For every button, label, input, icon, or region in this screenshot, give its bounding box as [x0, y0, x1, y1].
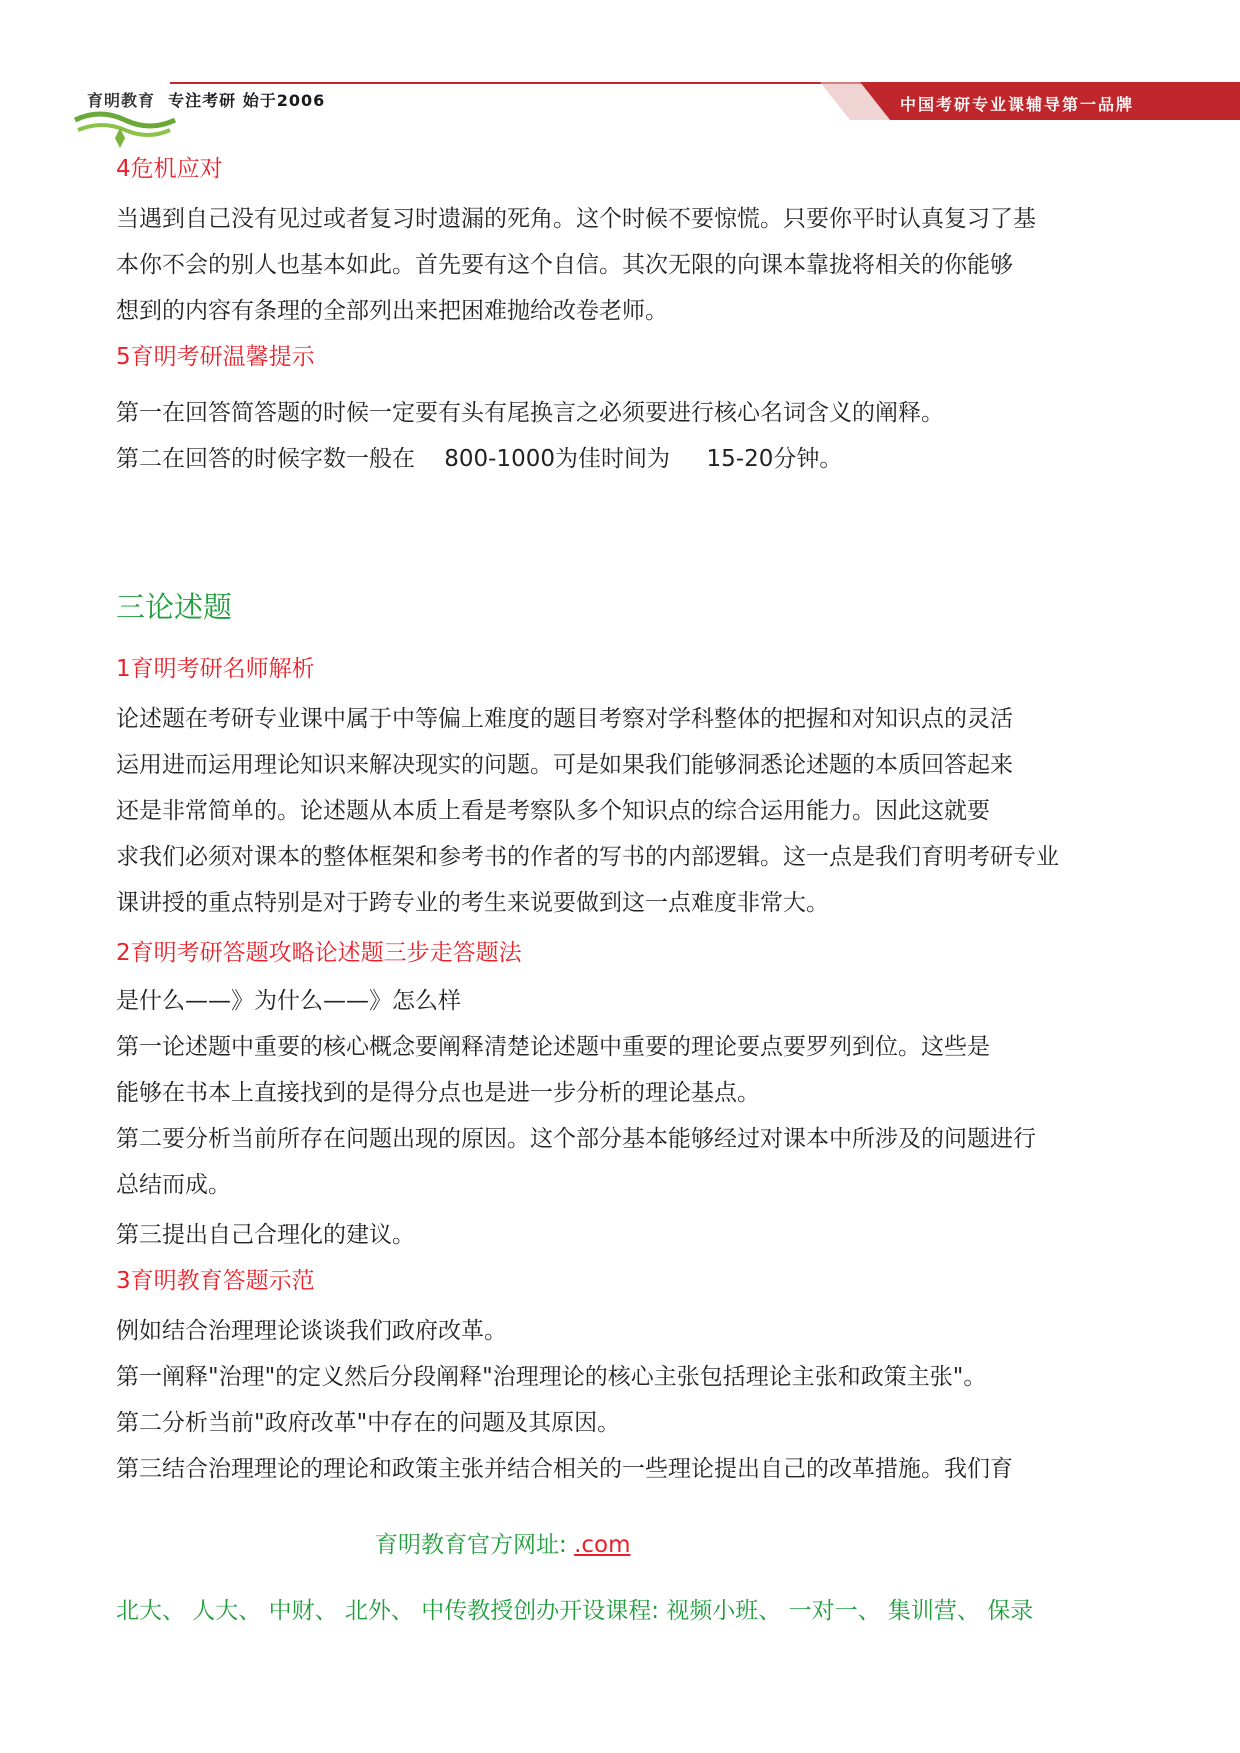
paragraph-line: 第三结合治理理论的理论和政策主张并结合相关的一些理论提出自己的改革措施。我们育: [116, 1456, 1013, 1482]
subheading: 2育明考研答题攻略论述题三步走答题法: [116, 940, 522, 966]
paragraph-line: 论述题在考研专业课中属于中等偏上难度的题目考察对学科整体的把握和对知识点的灵活: [116, 706, 1013, 732]
paragraph-line: 还是非常简单的。论述题从本质上看是考察队多个知识点的综合运用能力。因此这就要: [116, 798, 990, 824]
paragraph-line: 求我们必须对课本的整体框架和参考书的作者的写书的内部逻辑。这一点是我们育明考研专业: [116, 844, 1059, 870]
header-slogan-left: [87, 88, 325, 111]
logo-text: 育明教育: [87, 91, 156, 110]
paragraph-line: 第二分析当前"政府改革"中存在的问题及其原因。: [116, 1410, 621, 1436]
paragraph-line: 本你不会的别人也基本如此。首先要有这个自信。其次无限的向课本靠拢将相关的你能够: [116, 252, 1013, 278]
paragraph-line: 课讲授的重点特别是对于跨专业的考生来说要做到这一点难度非常大。: [116, 890, 829, 916]
paragraph-line: 总结而成。: [116, 1172, 231, 1198]
paragraph-line: 当遇到自己没有见过或者复习时遗漏的死角。这个时候不要惊慌。只要你平时认真复习了基: [116, 206, 1036, 232]
subheading: 4危机应对: [116, 156, 223, 182]
page-header: [70, 80, 1170, 150]
subheading: 5育明考研温馨提示: [116, 344, 315, 370]
header-slogan-right: 中国考研专业课辅导第一品牌: [900, 95, 1135, 114]
paragraph-line: 第三提出自己合理化的建议。: [116, 1222, 415, 1248]
footer-courses: 北大、 人大、 中财、 北外、 中传教授创办开设课程: 视频小班、 一对一、 集训营、 保录: [116, 1598, 1034, 1624]
paragraph-line: 第二在回答的时候字数一般在 800-1000为佳时间为 15-20分钟。: [116, 446, 843, 472]
paragraph-line: 能够在书本上直接找到的是得分点也是进一步分析的理论基点。: [116, 1080, 760, 1106]
paragraph-line: 第一论述题中重要的核心概念要阐释清楚论述题中重要的理论要点要罗列到位。这些是: [116, 1034, 990, 1060]
paragraph-line: 是什么——》为什么——》怎么样: [116, 988, 461, 1014]
paragraph-line: 第二要分析当前所存在问题出现的原因。这个部分基本能够经过对课本中所涉及的问题进行: [116, 1126, 1036, 1152]
paragraph-line: 想到的内容有条理的全部列出来把困难抛给改卷老师。: [116, 298, 668, 324]
section-title: 三论述题: [116, 590, 233, 624]
site-link[interactable]: .com: [574, 1532, 631, 1558]
header-rule: [170, 82, 930, 84]
paragraph-line: 第一阐释"治理"的定义然后分段阐释"治理理论的核心主张包括理论主张和政策主张"。: [116, 1364, 987, 1390]
site-label: 育明教育官方网址:: [375, 1532, 567, 1558]
footer-site: [375, 1530, 631, 1560]
paragraph-line: 运用进而运用理论知识来解决现实的问题。可是如果我们能够洞悉论述题的本质回答起来: [116, 752, 1013, 778]
left-slogan: 专注考研 始于2006: [168, 91, 326, 110]
subheading: 3育明教育答题示范: [116, 1268, 315, 1294]
subheading: 1育明考研名师解析: [116, 656, 315, 682]
paragraph-line: 例如结合治理理论谈谈我们政府改革。: [116, 1318, 507, 1344]
paragraph-line: 第一在回答简答题的时候一定要有头有尾换言之必须要进行核心名词含义的阐释。: [116, 400, 944, 426]
